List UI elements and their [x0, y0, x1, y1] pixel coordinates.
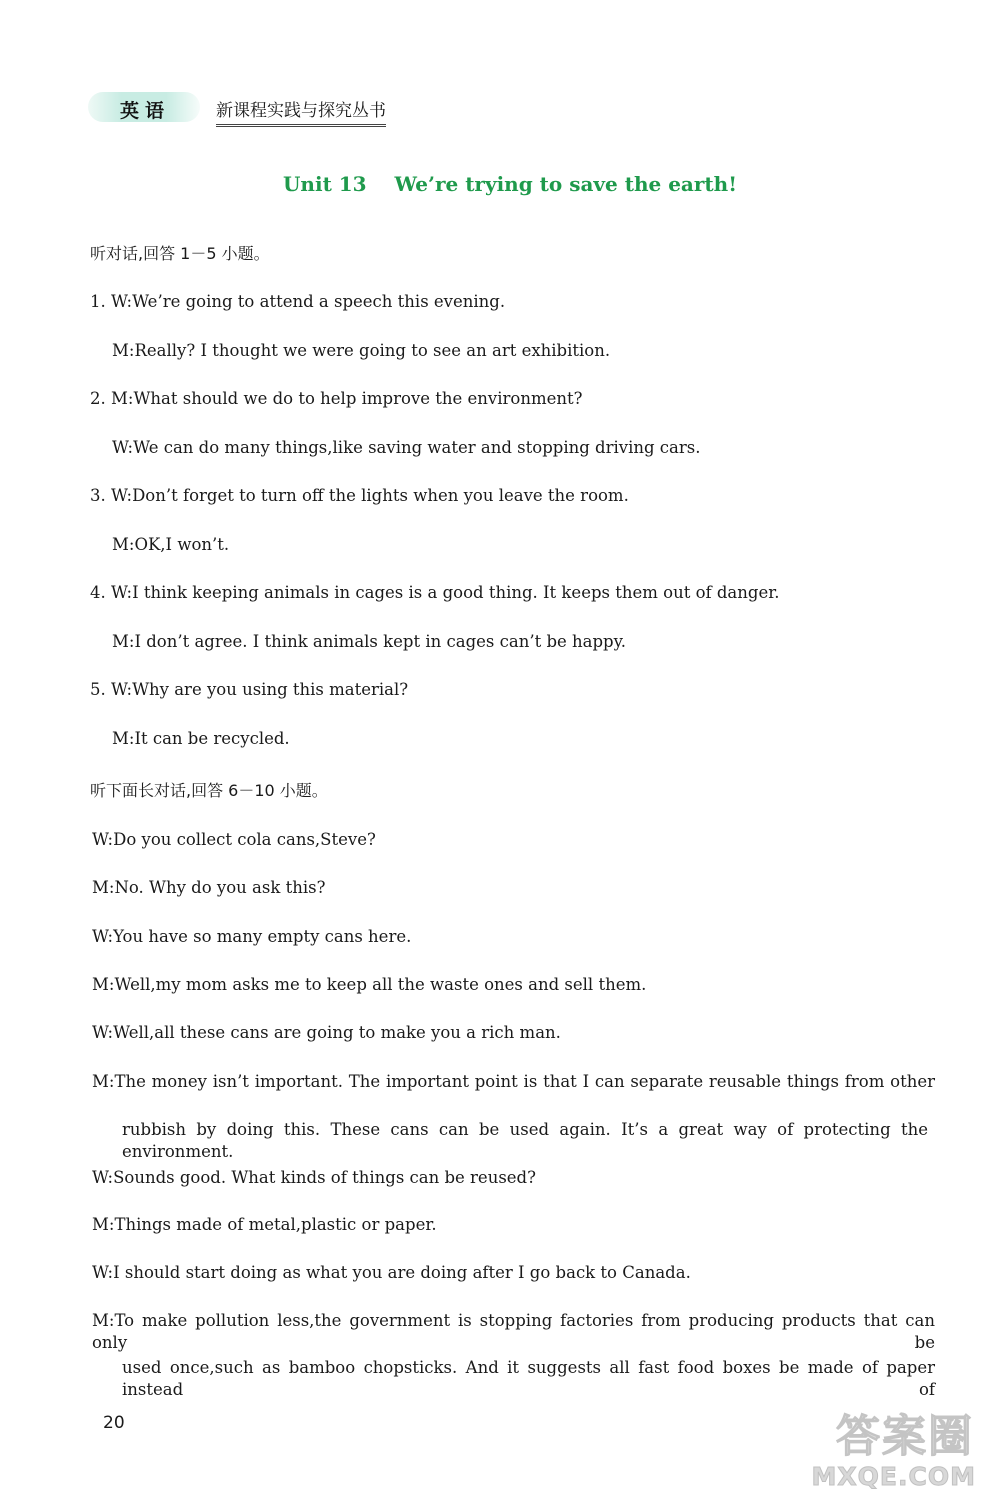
dialogue-3-line-2: M:OK,I won’t. — [112, 535, 230, 554]
long-dialogue-line-7: rubbish by doing this. These cans can be used again. It’s a great way of protecting the environment. — [122, 1120, 928, 1161]
long-dialogue-line-2: M:No. Why do you ask this? — [92, 878, 326, 897]
long-dialogue-line-11: M:To make pollution less,the government is stopping factories from producing products that can only be — [92, 1311, 935, 1352]
dialogue-2-line-1: 2. M:What should we do to help improve the environment? — [90, 389, 583, 408]
site-watermark — [811, 1398, 982, 1493]
long-dialogue-line-5: W:Well,all these cans are going to make you a rich man. — [92, 1023, 561, 1042]
long-dialogue-line-6: M:The money isn’t important. The important point is that I can separate reusable things from other — [92, 1072, 935, 1091]
long-dialogue-line-12: used once,such as bamboo chopsticks. And it suggests all fast food boxes be made of paper instead of — [122, 1358, 935, 1399]
watermark-logo-text: 答案圈 — [836, 1411, 974, 1462]
page-header — [88, 90, 418, 126]
long-dialogue-line-8: W:Sounds good. What kinds of things can be reused? — [92, 1168, 536, 1187]
subject-tab — [88, 92, 200, 122]
dialogue-3-line-1: 3. W:Don’t forget to turn off the lights when you leave the room. — [90, 486, 629, 505]
page-number: 20 — [103, 1413, 125, 1433]
dialogue-1-line-1: 1. W:We’re going to attend a speech this evening. — [90, 292, 506, 311]
series-title: 新课程实践与探究丛书 — [216, 96, 386, 127]
watermark-domain: MXQE.COM — [811, 1462, 976, 1491]
long-dialogue-line-3: W:You have so many empty cans here. — [92, 927, 412, 946]
long-dialogue-line-9: M:Things made of metal,plastic or paper. — [92, 1215, 437, 1234]
long-dialogue-line-4: M:Well,my mom asks me to keep all the waste ones and sell them. — [92, 975, 647, 994]
dialogue-5-line-2: M:It can be recycled. — [112, 729, 290, 748]
unit-title: Unit 13 We’re trying to save the earth! — [282, 172, 737, 196]
dialogue-5-line-1: 5. W:Why are you using this material? — [90, 680, 409, 699]
long-dialogue-line-1: W:Do you collect cola cans,Steve? — [92, 830, 376, 849]
dialogue-4-line-2: M:I don’t agree. I think animals kept in cages can’t be happy. — [112, 632, 626, 651]
long-dialogue-line-10: W:I should start doing as what you are doing after I go back to Canada. — [92, 1263, 691, 1282]
dialogue-4-line-1: 4. W:I think keeping animals in cages is a good thing. It keeps them out of danger. — [90, 583, 780, 602]
dialogue-1-line-2: M:Really? I thought we were going to see an art exhibition. — [112, 341, 611, 360]
subject-label: 英语 — [120, 100, 171, 122]
section1-instruction: 听对话,回答 1－5 小题。 — [90, 244, 270, 263]
dialogue-2-line-2: W:We can do many things,like saving water and stopping driving cars. — [112, 438, 701, 457]
section2-instruction: 听下面长对话,回答 6－10 小题。 — [90, 781, 328, 800]
